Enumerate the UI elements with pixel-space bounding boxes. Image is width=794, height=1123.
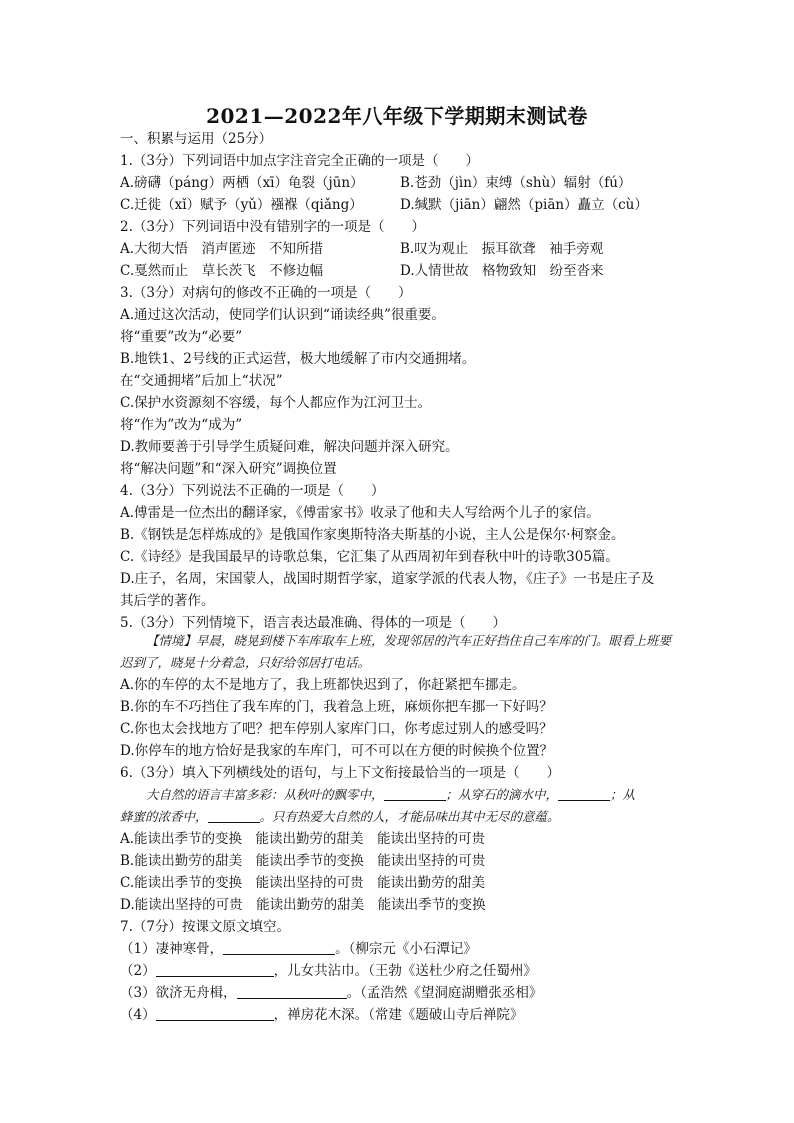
question-5-option-c: C.你也太会找地方了吧？把车停别人家库门口，你考虑过别人的感受吗？ [120, 721, 553, 737]
question-7-stem: 7.（7分）按课文原文填空。 [120, 919, 290, 935]
page-title: 2021—2022年八年级下学期期末测试卷 [206, 104, 588, 128]
context-text: 蜂蜜的浓香中， [120, 809, 208, 824]
question-6-context [120, 784, 680, 806]
question-6-option-a: A.能读出季节的变换 能读出勤劳的甜美 能读出坚持的可贵 [120, 831, 486, 847]
context-text: ；从穿石的滴水中， [445, 787, 559, 802]
answer-blank[interactable] [558, 786, 610, 801]
question-6-context-cont [120, 806, 680, 828]
question-5-option-b: B.你的车不巧挡住了我车库的门，我着急上班，麻烦你把车挪一下好吗？ [120, 699, 553, 715]
answer-blank[interactable] [223, 940, 335, 955]
fill-suffix: 。（柳宗元《小石潭记》 [335, 941, 477, 957]
question-1-option-b: B.苍劲（jìn）束缚（shù）辐射（fú） [400, 175, 632, 191]
question-4-line: B.《钢铁是怎样炼成的》是俄国作家奥斯特洛夫斯基的小说，主人公是保尔·柯察金。 [120, 527, 625, 543]
question-5-stem: 5.（3分）下列情境下，语言表达最准确、得体的一项是（ ） [120, 615, 506, 631]
fill-prefix: （1）凄神寒骨， [120, 941, 224, 957]
question-6-option-b: B.能读出勤劳的甜美 能读出季节的变换 能读出坚持的可贵 [120, 853, 486, 869]
fill-prefix: （3）欲济无舟楫， [120, 985, 237, 1001]
question-3-line: 将“解决问题”和“深入研究”调换位置 [120, 461, 337, 477]
question-6-stem: 6.（3分）填入下列横线处的语句，与上下文衔接最恰当的一项是（ ） [120, 765, 560, 781]
fill-suffix: 。（孟浩然《望洞庭湖赠张丞相》 [346, 985, 543, 1001]
question-2-option-a: A.大彻大悟 消声匿迹 不知所措 [120, 241, 324, 257]
question-1-option-a: A.磅礴（páng）两栖（xī）龟裂（jūn） [120, 175, 364, 191]
question-3-line: D.教师要善于引导学生质疑问难，解决问题并深入研究。 [120, 439, 459, 455]
question-1-option-d: D.缄默（jiān）翩然（piān）矗立（cù） [400, 197, 648, 213]
question-3-line: 将“重要”改为“必要” [120, 329, 243, 345]
answer-blank[interactable] [384, 786, 446, 801]
question-3-line: 将“作为”改为“成为” [120, 417, 243, 433]
context-text: ；从 [610, 787, 636, 802]
answer-blank[interactable] [156, 962, 274, 977]
question-3-line: A.通过这次活动，使同学们认识到“诵读经典”很重要。 [120, 307, 445, 323]
question-2-option-c: C.戛然而止 草长茨飞 不修边幅 [120, 263, 324, 279]
question-6-option-d: D.能读出坚持的可贵 能读出勤劳的甜美 能读出季节的变换 [120, 897, 486, 913]
fill-prefix: （2） [120, 963, 156, 979]
question-4-stem: 4.（3分）下列说法不正确的一项是（ ） [120, 483, 385, 499]
fill-line-4 [120, 1006, 690, 1024]
question-2-option-d: D.人情世故 格物致知 纷至沓来 [400, 263, 604, 279]
question-3-stem: 3.（3分）对病句的修改不正确的一项是（ ） [120, 285, 412, 301]
question-4-line: A.傅雷是一位杰出的翻译家，《傅雷家书》收录了他和夫人写给两个儿子的家信。 [120, 505, 600, 521]
question-2-option-b: B.叹为观止 振耳欲聋 袖手旁观 [400, 241, 604, 257]
fill-line-2 [120, 962, 690, 980]
question-4-line: D.庄子，名周，宋国蒙人，战国时期哲学家，道家学派的代表人物，《庄子》一书是庄子及 [120, 571, 655, 587]
answer-blank[interactable] [237, 984, 347, 999]
question-3-line: B.地铁1、2号线的正式运营，极大地缓解了市内交通拥堵。 [120, 351, 476, 367]
question-4-line: 其后学的著作。 [120, 593, 215, 609]
question-5-context: 【情境】早晨，晓晃到楼下车库取车上班，发现邻居的汽车正好挡住自己车库的门。眼看上班要迟到了，晓晃十分着急，只好给邻居打电话。 [120, 633, 672, 670]
context-text: 。只有热爱大自然的人，才能品味出其中无尽的意蕴。 [259, 809, 560, 824]
question-4-line: C.《诗经》是我国最早的诗歌总集，它汇集了从西周初年到春秋中叶的诗歌305篇。 [120, 549, 619, 565]
fill-suffix: ，禅房花木深。（常建《题破山寺后禅院》 [273, 1007, 524, 1023]
question-2-stem: 2.（3分）下列词语中没有错别字的一项是（ ） [120, 219, 425, 235]
context-text: 大自然的语言丰富多彩：从秋叶的飘零中， [146, 787, 384, 802]
question-5-option-a: A.你的车停的太不是地方了，我上班都快迟到了，你赶紧把车挪走。 [120, 677, 526, 693]
question-6-option-c: C.能读出季节的变换 能读出坚持的可贵 能读出勤劳的甜美 [120, 875, 486, 891]
answer-blank[interactable] [208, 808, 260, 823]
question-1-stem: 1.（3分）下列词语中加点字注音完全正确的一项是（ ） [120, 153, 479, 169]
fill-line-1 [120, 940, 690, 958]
fill-line-3 [120, 984, 690, 1002]
question-5-option-d: D.你停车的地方恰好是我家的车库门，可不可以在方便的时候换个位置？ [120, 743, 554, 759]
question-3-line: C.保护水资源刻不容缓，每个人都应作为江河卫士。 [120, 395, 432, 411]
answer-blank[interactable] [156, 1006, 274, 1021]
section-heading: 一、积累与运用（25分） [120, 131, 273, 147]
question-3-line: 在“交通拥堵”后加上“状况” [120, 373, 283, 389]
question-1-option-c: C.迁徙（xǐ）赋予（yǔ）襁褓（qiǎng） [120, 197, 363, 213]
fill-suffix: ，儿女共沾巾。（王勃《送杜少府之任蜀州》 [273, 963, 537, 979]
fill-prefix: （4） [120, 1007, 156, 1023]
